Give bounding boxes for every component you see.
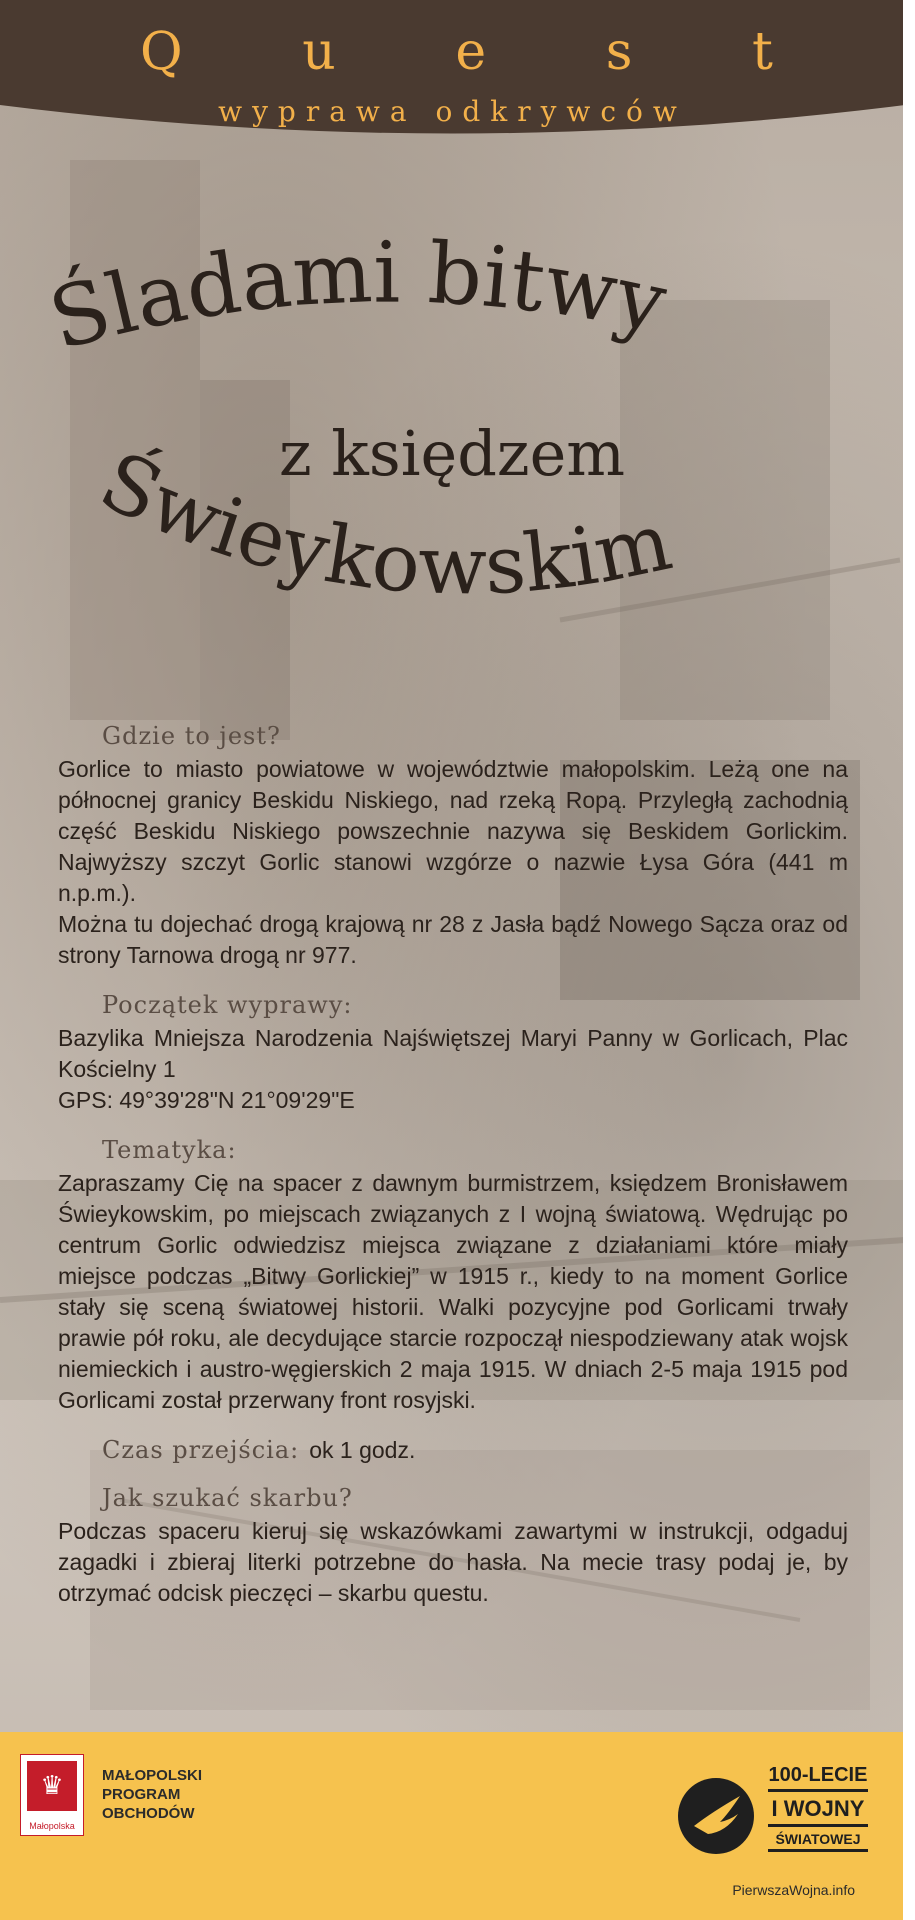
gps-coordinates: GPS: 49°39'28"N 21°09'29"E: [58, 1087, 355, 1113]
section-topic: [58, 1136, 848, 1416]
anniversary-label: [768, 1764, 868, 1852]
content-area: [58, 722, 848, 1629]
section-text: Zapraszamy Cię na spacer z dawnym burmistrzem, księdzem Bronisławem Świeykowskim, po miejscach związanych z I wojną światową. Wędrując po centrum Gorlic odwiedzisz miejsca związane z działaniami które miały miejsce podczas „Bitwy Gorlickiej” w 1915 r., kiedy to na moment Gorlice stały się sceną światowej historii. Walki pozycyjne pod Gorlicami trwały prawie pół roku, ale decydujące starcie rozpoczął niespodziewany atak wojsk niemieckich i austro-węgierskich 2 maja 1915. W dniach 2-5 maja 1915 pod Gorlicami został przerwany front rosyjski.: [58, 1170, 848, 1413]
program-line: OBCHODÓW: [102, 1805, 195, 1822]
section-heading: Gdzie to jest?: [102, 722, 281, 750]
malopolska-crest-icon: ♛: [27, 1761, 77, 1811]
main-title: [0, 200, 905, 670]
page-edge: [903, 0, 905, 1920]
quest-letter: u: [302, 22, 338, 82]
anniversary-line: 100-LECIE: [768, 1764, 868, 1792]
section-text: Podczas spaceru kieruj się wskazówkami zawartymi w instrukcji, odgaduj zagadki i zbieraj literki potrzebne do hasła. Na mecie trasy podaj je, by otrzymać odcisk pieczęci – skarbu questu.: [58, 1518, 848, 1606]
title-line-1: Śladami bitwy: [39, 223, 675, 369]
anniversary-line: ŚWIATOWEJ: [768, 1831, 868, 1852]
start-location: Bazylika Mniejsza Narodzenia Najświętszej Maryi Panny w Gorlicach, Plac Kościelny 1: [58, 1025, 848, 1082]
quest-letter: s: [605, 22, 635, 82]
program-line: PROGRAM: [102, 1786, 181, 1803]
section-heading: Początek wyprawy:: [102, 991, 353, 1019]
quest-letter: t: [752, 22, 775, 82]
malopolska-logo-label: Małopolska: [29, 1821, 75, 1831]
title-line-2: z księdzem: [278, 417, 626, 490]
section-heading: Tematyka:: [102, 1136, 237, 1164]
duration-value: ok 1 godz.: [309, 1437, 416, 1463]
section-where: [58, 722, 848, 971]
quest-logo: [0, 22, 905, 82]
footer-band: [0, 1732, 905, 1920]
section-duration: [58, 1436, 848, 1464]
section-heading: Czas przejścia:: [102, 1436, 300, 1464]
section-text: Gorlice to miasto powiatowe w województwie małopolskim. Leżą one na północnej granicy Beskidu Niskiego, nad rzeką Ropą. Przyległą zachodnią część Beskidu Niskiego powszechnie nazywa się Beskidem Gorlickim. Najwyższy szczyt Gorlic stanowi wzgórze o nazwie Łysa Góra (441 m n.p.m.).: [58, 756, 848, 906]
program-label: [102, 1766, 202, 1823]
website-link[interactable]: PierwszaWojna.info: [732, 1882, 855, 1898]
section-treasure: [58, 1484, 848, 1609]
quest-letter: e: [455, 22, 489, 82]
quest-letter: Q: [140, 22, 185, 82]
section-start: [58, 991, 848, 1116]
section-text: Można tu dojechać drogą krajową nr 28 z Jasła bądź Nowego Sącza oraz od strony Tarnowa drogą nr 977.: [58, 911, 848, 968]
malopolska-logo: [20, 1754, 84, 1836]
section-heading: Jak szukać skarbu?: [102, 1484, 353, 1512]
title-line-3: Świeykowskim: [86, 433, 679, 613]
anniversary-bird-icon: [678, 1778, 754, 1854]
program-line: MAŁOPOLSKI: [102, 1767, 202, 1784]
header-band: [0, 0, 905, 150]
quest-subtitle: wyprawa odkrywców: [218, 95, 687, 128]
anniversary-line: I WOJNY: [768, 1796, 868, 1827]
